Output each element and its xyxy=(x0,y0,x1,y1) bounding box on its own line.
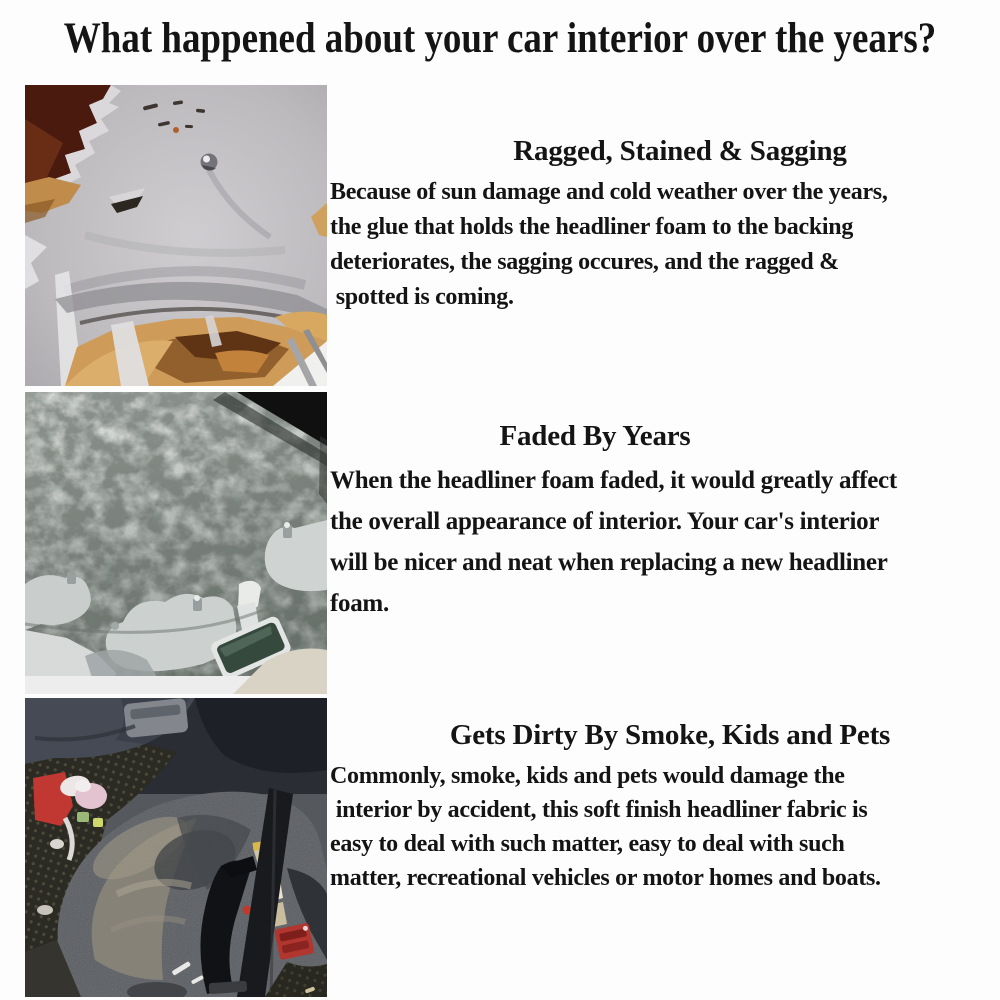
section-faded xyxy=(330,419,1000,624)
dirty-seat-image xyxy=(25,698,327,997)
body-line: interior by accident, this soft finish headliner fabric is xyxy=(330,797,868,823)
photo-dirty-seat xyxy=(25,698,327,997)
section-body-faded xyxy=(330,460,1000,624)
section-dirty xyxy=(330,718,1000,895)
body-line: easy to deal with such matter, easy to deal with such xyxy=(330,831,845,857)
section-heading-faded: Faded By Years xyxy=(499,420,691,452)
body-line: Because of sun damage and cold weather over the years, xyxy=(330,179,888,205)
page-title-text: What happened about your car interior over the years? xyxy=(63,15,937,62)
body-line: Commonly, smoke, kids and pets would damage the xyxy=(330,763,845,789)
section-heading-ragged: Ragged, Stained & Sagging xyxy=(513,135,847,167)
body-line: spotted is coming. xyxy=(330,284,514,310)
body-line: matter, recreational vehicles or motor homes and boats. xyxy=(330,865,881,891)
body-line: When the headliner foam faded, it would greatly affect xyxy=(330,467,897,494)
photo-ragged-headliner xyxy=(25,85,327,386)
body-line: deteriorates, the sagging occures, and the ragged & xyxy=(330,249,839,275)
body-line: will be nicer and neat when replacing a new headliner xyxy=(330,549,888,576)
page-title xyxy=(0,14,1000,76)
section-body-ragged xyxy=(330,175,1000,315)
body-line: the glue that holds the headliner foam to the backing xyxy=(330,214,854,240)
section-body-dirty xyxy=(330,759,1000,895)
section-ragged xyxy=(330,134,1000,315)
section-heading-dirty: Gets Dirty By Smoke, Kids and Pets xyxy=(449,719,891,751)
ragged-headliner-image xyxy=(25,85,327,386)
body-line: the overall appearance of interior. Your car's interior xyxy=(330,508,880,535)
body-line: foam. xyxy=(330,590,389,617)
